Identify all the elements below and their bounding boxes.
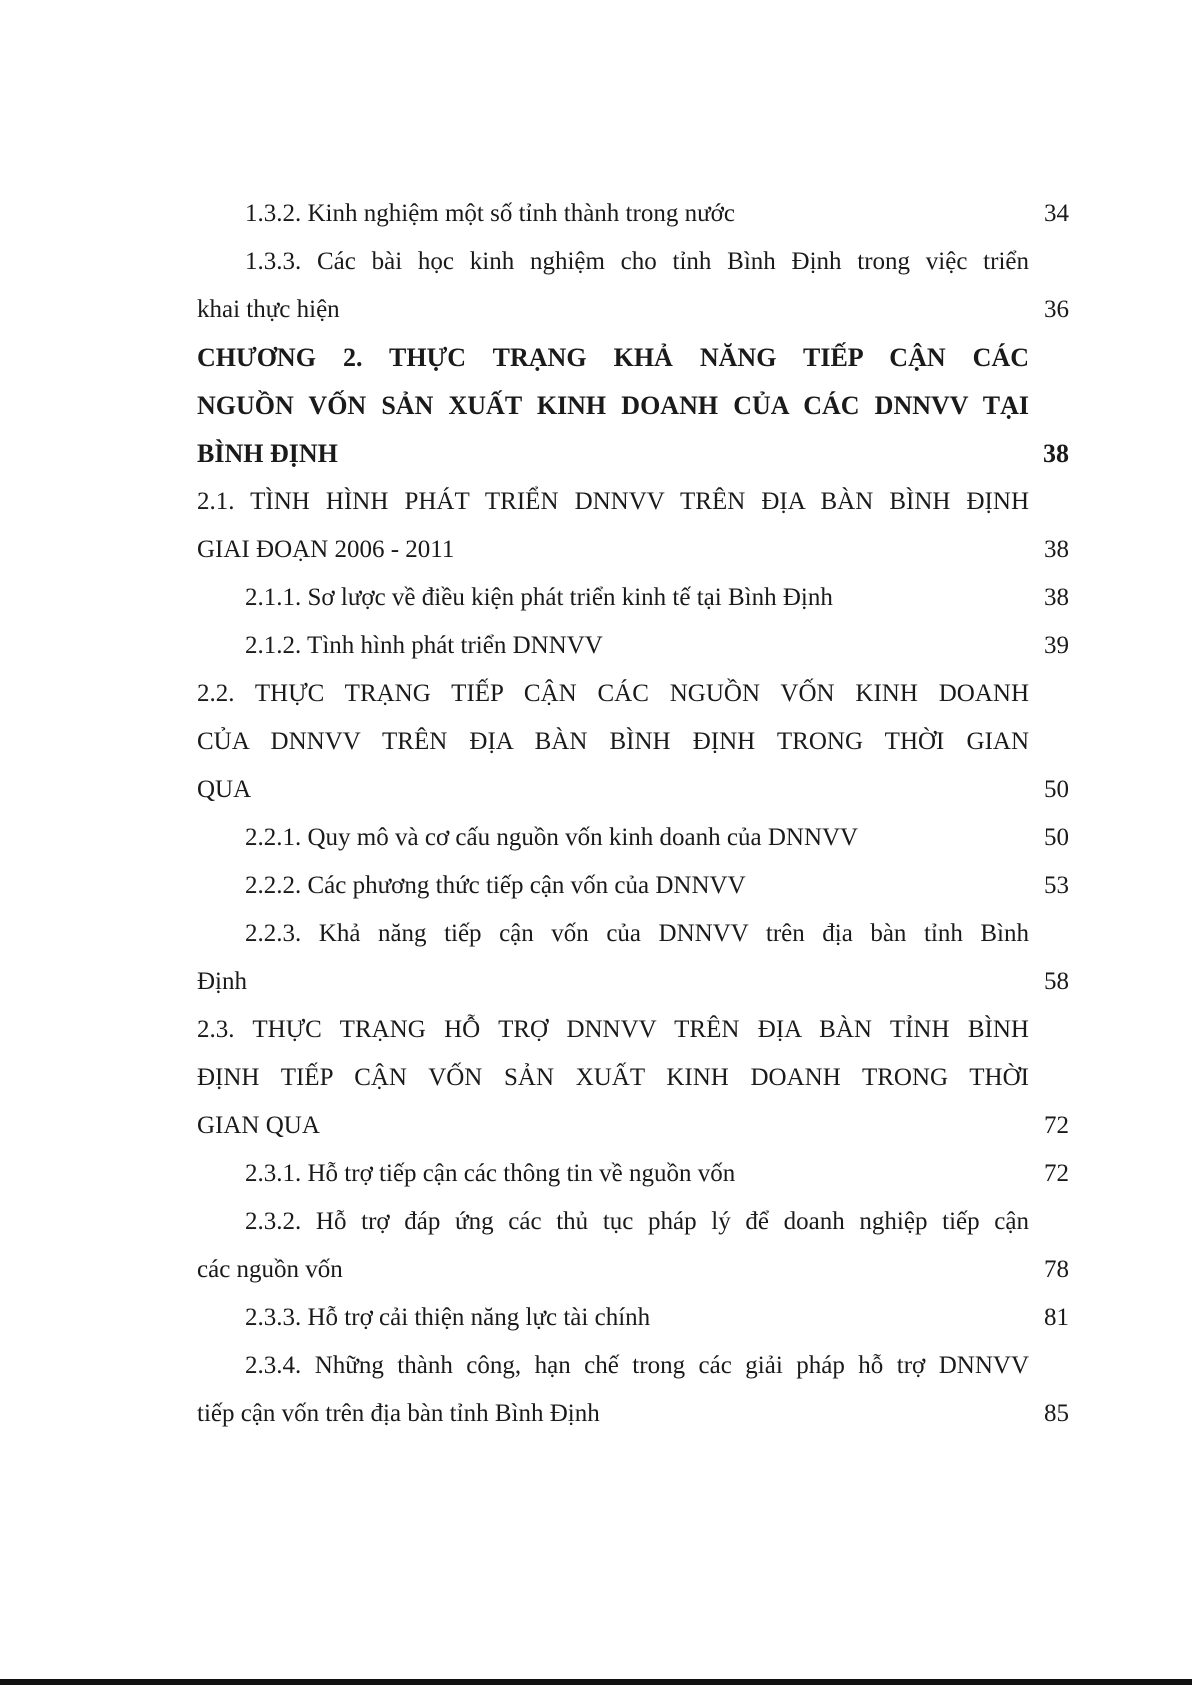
- toc-page-number: 34: [1044, 200, 1069, 227]
- toc-entry-title-line: 2.1.1. Sơ lược về điều kiện phát triển kinh tế tại Bình Định: [245, 584, 833, 611]
- toc-entry-title-line: 1.3.2. Kinh nghiệm một số tỉnh thành trong nước: [245, 200, 735, 227]
- toc-entry-title-line: 2.2. THỰC TRẠNG TIẾP CẬN CÁC NGUỒN VỐN KINH DOANH: [197, 680, 1029, 707]
- toc-entry-title-line: BÌNH ĐỊNH: [197, 439, 338, 468]
- toc-entry: [197, 1294, 1069, 1342]
- toc-entry-title-line: 2.1. TÌNH HÌNH PHÁT TRIỂN DNNVV TRÊN ĐỊA BÀN BÌNH ĐỊNH: [197, 488, 1029, 515]
- toc-entry-title-line: 2.3. THỰC TRẠNG HỖ TRỢ DNNVV TRÊN ĐỊA BÀN TỈNH BÌNH: [197, 1016, 1029, 1043]
- toc-entry: [197, 574, 1069, 622]
- toc-page-number: 58: [1044, 968, 1069, 995]
- toc-page-number: 39: [1044, 632, 1069, 659]
- toc-entry-title-line: QUA: [197, 776, 252, 803]
- toc-entry-title-line: 2.1.2. Tình hình phát triển DNNVV: [245, 632, 603, 659]
- toc-entry-title-line: 2.3.4. Những thành công, hạn chế trong các giải pháp hỗ trợ DNNVV: [245, 1352, 1029, 1379]
- toc-page-number: 81: [1044, 1304, 1069, 1331]
- toc-page-number: 72: [1044, 1160, 1069, 1187]
- table-of-contents: [197, 190, 1069, 1438]
- toc-entry: [197, 622, 1069, 670]
- toc-page-number: 50: [1044, 776, 1069, 803]
- toc-entry: [197, 478, 1069, 574]
- toc-page-number: 53: [1044, 872, 1069, 899]
- toc-entry: [197, 238, 1069, 334]
- toc-entry-title-line: 2.3.1. Hỗ trợ tiếp cận các thông tin về nguồn vốn: [245, 1160, 736, 1187]
- page-bottom-border: [0, 1679, 1192, 1685]
- toc-entry-title-line: NGUỒN VỐN SẢN XUẤT KINH DOANH CỦA CÁC DNNVV TẠI: [197, 391, 1029, 420]
- toc-page-number: 85: [1044, 1400, 1069, 1427]
- toc-entry: [197, 1006, 1069, 1150]
- toc-page-number: 38: [1043, 439, 1069, 468]
- toc-entry: [197, 862, 1069, 910]
- toc-entry: [197, 190, 1069, 238]
- toc-entry-title-line: 2.2.2. Các phương thức tiếp cận vốn của DNNVV: [245, 872, 746, 899]
- toc-entry-title-line: 1.3.3. Các bài học kinh nghiệm cho tỉnh Bình Định trong việc triển: [245, 248, 1029, 275]
- toc-entry-title-line: CHƯƠNG 2. THỰC TRẠNG KHẢ NĂNG TIẾP CẬN CÁC: [197, 343, 1029, 372]
- toc-entry: [197, 1198, 1069, 1294]
- toc-entry: [197, 1150, 1069, 1198]
- toc-page-number: 72: [1044, 1112, 1069, 1139]
- toc-entry-title-line: GIAN QUA: [197, 1112, 320, 1139]
- toc-entry: [197, 910, 1069, 1006]
- toc-entry: [197, 1342, 1069, 1438]
- toc-page-number: 38: [1044, 584, 1069, 611]
- toc-entry: [197, 814, 1069, 862]
- toc-page-number: 78: [1044, 1256, 1069, 1283]
- toc-entry-title-line: ĐỊNH TIẾP CẬN VỐN SẢN XUẤT KINH DOANH TRONG THỜI: [197, 1064, 1029, 1091]
- toc-entry-title-line: tiếp cận vốn trên địa bàn tỉnh Bình Định: [197, 1400, 600, 1427]
- toc-entry-title-line: 2.3.2. Hỗ trợ đáp ứng các thủ tục pháp lý để doanh nghiệp tiếp cận: [245, 1208, 1029, 1235]
- toc-entry-title-line: Định: [197, 968, 247, 995]
- toc-page-number: 38: [1044, 536, 1069, 563]
- toc-entry-title-line: khai thực hiện: [197, 296, 340, 323]
- toc-entry-title-line: các nguồn vốn: [197, 1256, 343, 1283]
- toc-entry-title-line: 2.2.3. Khả năng tiếp cận vốn của DNNVV trên địa bàn tỉnh Bình: [245, 920, 1029, 947]
- toc-entry-title-line: CỦA DNNVV TRÊN ĐỊA BÀN BÌNH ĐỊNH TRONG THỜI GIAN: [197, 728, 1029, 755]
- toc-entry-title-line: 2.2.1. Quy mô và cơ cấu nguồn vốn kinh doanh của DNNVV: [245, 824, 859, 851]
- toc-chapter-heading: [197, 334, 1069, 478]
- toc-page-number: 50: [1044, 824, 1069, 851]
- toc-page-number: 36: [1044, 296, 1069, 323]
- toc-entry: [197, 670, 1069, 814]
- toc-entry-title-line: GIAI ĐOẠN 2006 - 2011: [197, 536, 455, 563]
- toc-entry-title-line: 2.3.3. Hỗ trợ cải thiện năng lực tài chính: [245, 1304, 651, 1331]
